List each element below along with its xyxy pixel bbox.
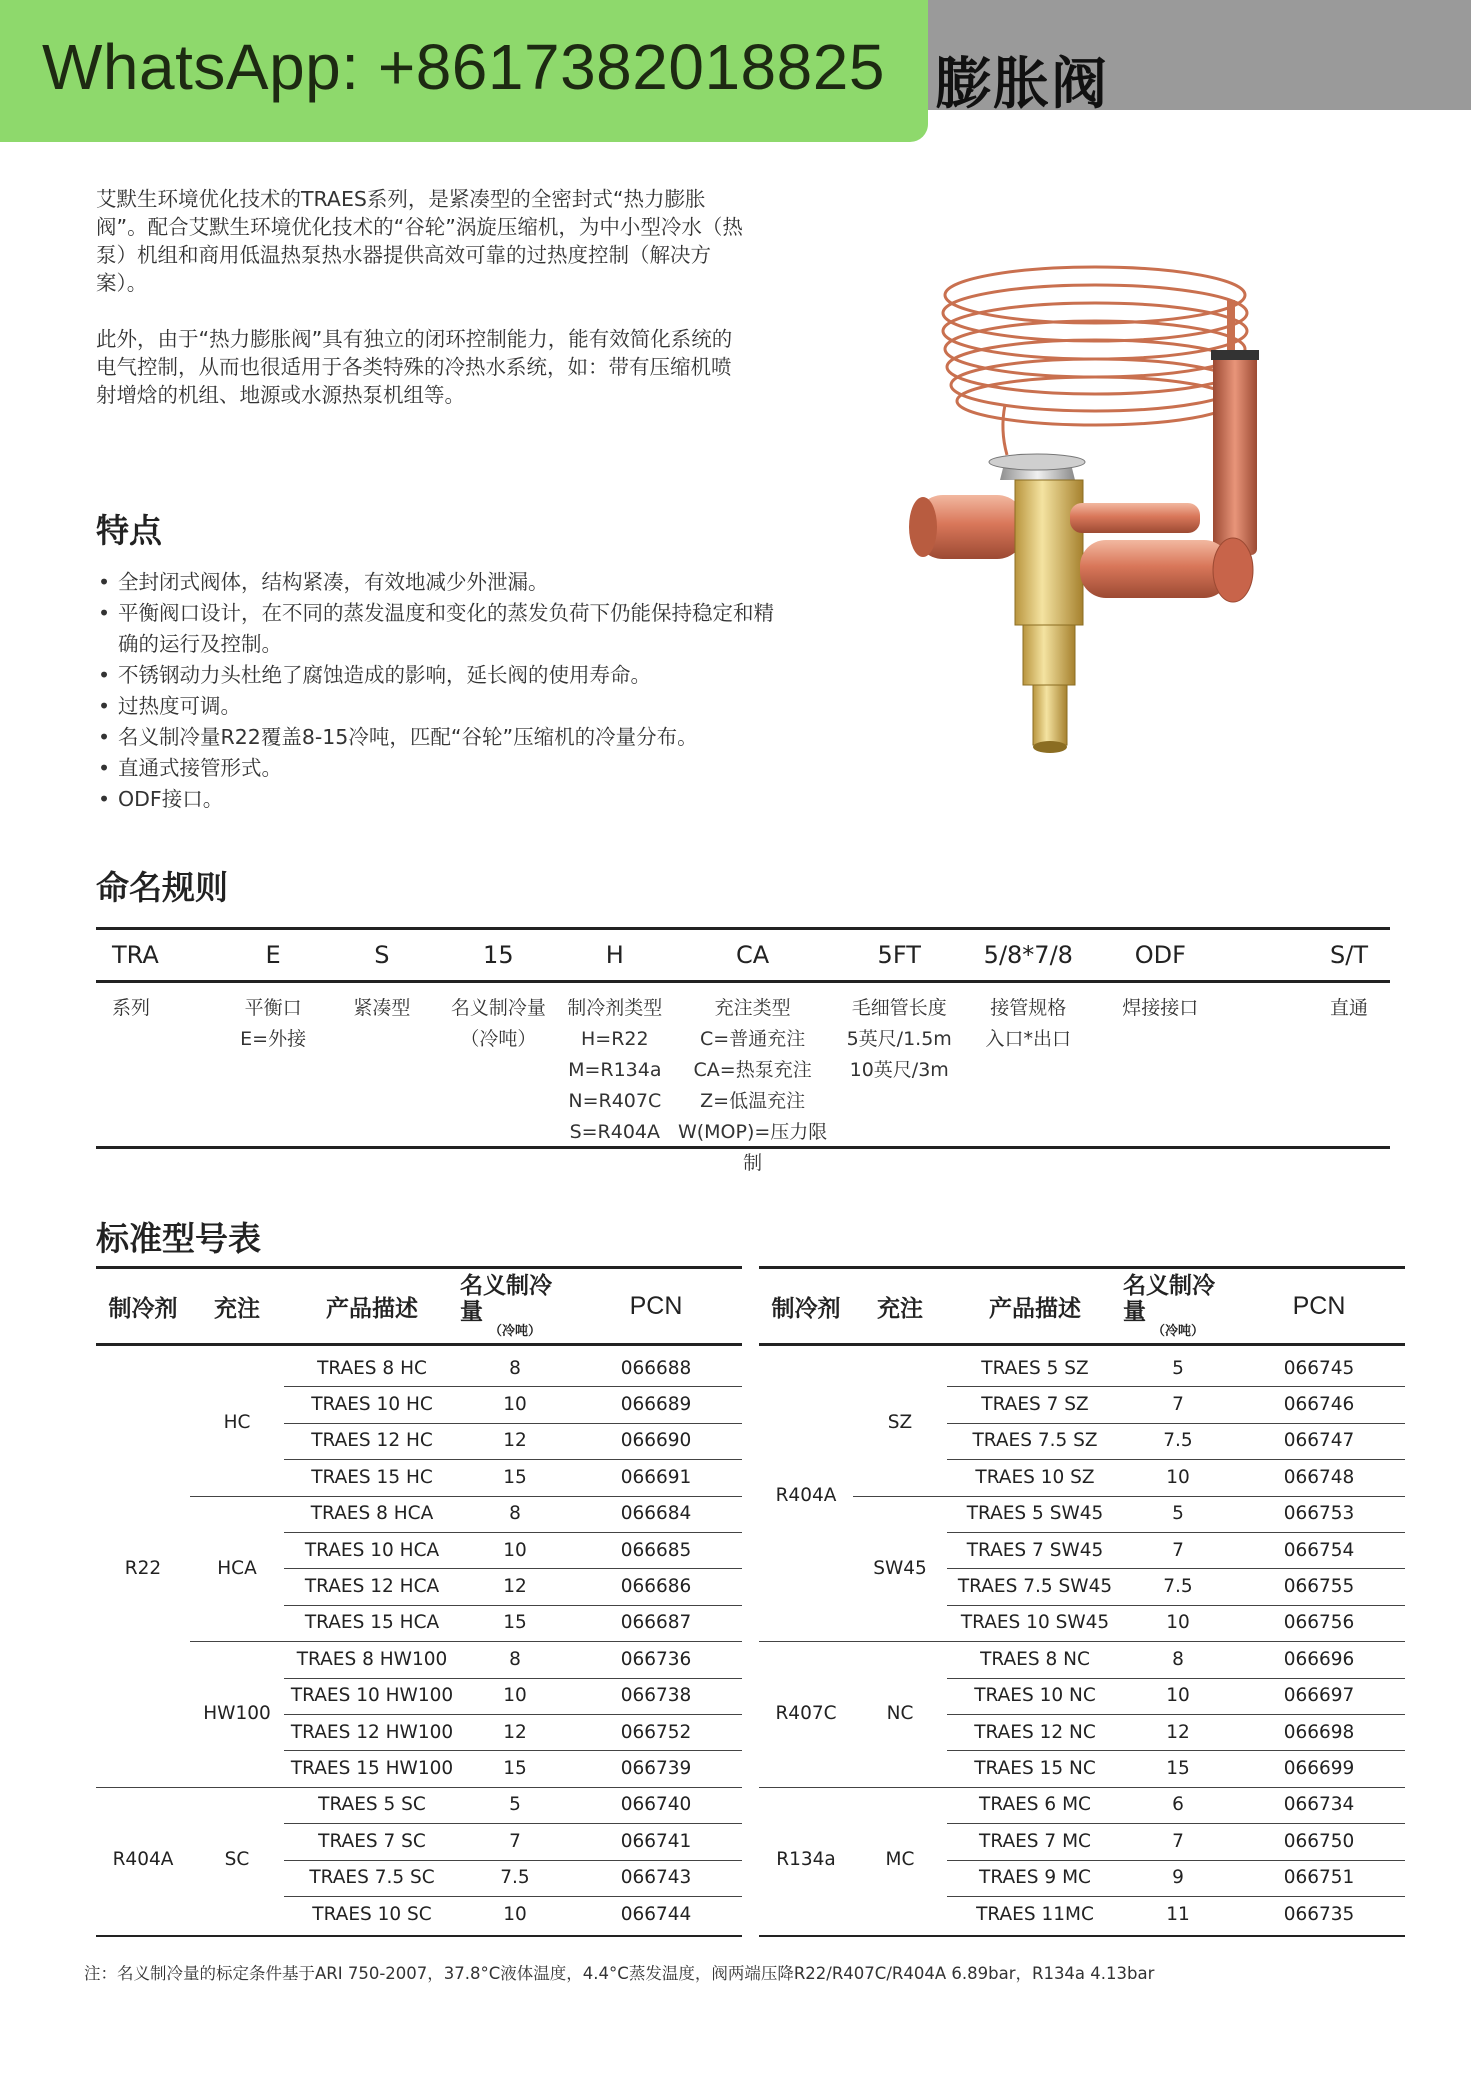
naming-desc [962,993,1094,1146]
capacity-value: 7.5 [1163,1430,1193,1452]
naming-code: S [374,941,390,969]
charge-label: SC [224,1849,250,1871]
capacity-value: 12 [503,1721,527,1743]
naming-code: TRA [112,941,159,969]
refrigerant-label: R404A [775,1485,837,1507]
feature-item: • 过热度可调。 [96,691,776,722]
naming-code: CA [736,941,770,969]
naming-desc-line: 紧凑型 [353,997,411,1019]
header-charge: 充注 [877,1295,923,1322]
product-name: TRAES 7 SZ [981,1394,1089,1416]
pcn-value: 066748 [1283,1466,1355,1488]
pcn-value: 066739 [620,1758,692,1780]
capacity-value: 5 [509,1794,521,1816]
naming-code: H [605,941,624,969]
naming-code: S/T [1330,941,1369,969]
capacity-value: 12 [1166,1721,1190,1743]
header-refrigerant: 制冷剂 [108,1295,178,1322]
product-name: TRAES 8 HW100 [296,1648,448,1670]
refrigerant-label: R407C [775,1703,837,1725]
header-product: 产品描述 [326,1295,418,1322]
naming-desc-line: 制冷剂类型 [567,997,663,1019]
naming-desc-line: S=R404A [569,1121,661,1143]
naming-desc [836,993,962,1146]
pcn-value: 066684 [620,1503,692,1525]
pcn-value: 066738 [620,1685,692,1707]
naming-desc-line: （冷吨） [460,1028,537,1050]
pcn-value: 066696 [1283,1648,1355,1670]
capacity-value: 15 [503,1466,527,1488]
naming-desc [436,993,560,1146]
model-table-header [759,1269,1405,1343]
naming-desc-line: 平衡口 [244,997,302,1019]
pcn-value: 066687 [620,1612,692,1634]
capacity-value: 10 [1166,1612,1190,1634]
refrigerant-label: R22 [124,1557,162,1579]
pcn-value: 066735 [1283,1903,1355,1925]
capacity-value: 7.5 [500,1867,530,1889]
naming-desc-line: 名义制冷量 [450,997,546,1019]
product-name: TRAES 12 HC [311,1430,433,1452]
pcn-value: 066743 [620,1867,692,1889]
features-heading: 特点 [96,511,162,550]
pcn-value: 066691 [620,1466,692,1488]
product-name: TRAES 10 HCA [304,1539,440,1561]
pcn-value: 066755 [1283,1576,1355,1598]
capacity-value: 10 [1166,1466,1190,1488]
product-name: TRAES 11MC [976,1903,1094,1925]
naming-desc-line: 10英尺/3m [849,1059,949,1081]
capacity-value: 15 [1166,1758,1190,1780]
capacity-value: 8 [1172,1648,1184,1670]
intro-paragraph-1: 艾默生环境优化技术的TRAES系列，是紧凑型的全密封式“热力膨胀阀”。配合艾默生环境优化技术的“谷轮”涡旋压缩机，为中小型冷水（热泵）机组和商用低温热泵热水器提供高效可靠的过热度控制（解决方案）。 [96,187,743,295]
product-name: TRAES 7.5 SW45 [957,1576,1113,1598]
naming-desc-line: M=R134a [568,1059,662,1081]
capacity-value: 10 [503,1685,527,1707]
naming-desc-line: Z=低温充注 [700,1090,806,1112]
features-list [96,567,776,815]
product-name: TRAES 8 HC [317,1357,427,1379]
capacity-value: 12 [503,1430,527,1452]
header-capacity [1123,1269,1233,1343]
refrigerant-label: R404A [112,1849,174,1871]
naming-desc-line: W(MOP)=压力限制 [677,1121,828,1174]
naming-desc-line: 直通 [1330,997,1369,1019]
naming-desc [1094,993,1226,1146]
pcn-value: 066751 [1283,1867,1355,1889]
capacity-value: 8 [509,1357,521,1379]
product-name: TRAES 10 SW45 [960,1612,1110,1634]
naming-desc [327,993,436,1146]
product-name: TRAES 6 MC [979,1794,1091,1816]
naming-desc-line: 焊接接口 [1122,997,1199,1019]
product-name: TRAES 9 MC [979,1867,1091,1889]
model-table-body [96,1346,742,1935]
naming-code: 5/8*7/8 [983,941,1073,969]
product-name: TRAES 8 HCA [310,1503,434,1525]
pcn-value: 066744 [620,1903,692,1925]
product-name: TRAES 5 SZ [981,1357,1089,1379]
header-pcn: PCN [629,1291,683,1320]
page-title: 膨胀阀 [935,52,1109,117]
header-refrigerant: 制冷剂 [771,1295,841,1322]
capacity-value: 10 [503,1539,527,1561]
charge-label: HCA [217,1557,257,1579]
capacity-value: 15 [503,1758,527,1780]
capacity-value: 15 [503,1612,527,1634]
charge-label: MC [885,1849,915,1871]
models-heading: 标准型号表 [96,1219,261,1258]
pcn-value: 066753 [1283,1503,1355,1525]
naming-desc-line: CA=热泵充注 [693,1059,812,1081]
naming-desc-line: 入口*出口 [985,1028,1072,1050]
product-name: TRAES 7.5 SZ [972,1430,1098,1452]
pcn-value: 066750 [1283,1830,1355,1852]
header-product: 产品描述 [989,1295,1081,1322]
naming-desc-line: H=R22 [581,1028,649,1050]
expansion-valve-image [905,255,1325,775]
footnote: 注：名义制冷量的标定条件基于ARI 750-2007，37.8°C液体温度，4.4°C蒸发温度，阀两端压降R22/R407C/R404A 6.89bar，R134a 4.13bar [84,1964,1155,1983]
product-name: TRAES 7 MC [979,1830,1091,1852]
product-name: TRAES 8 NC [980,1648,1090,1670]
pcn-value: 066688 [620,1357,692,1379]
feature-item: • ODF接口。 [96,784,776,815]
product-name: TRAES 15 HCA [304,1612,440,1634]
model-table-body [759,1346,1405,1935]
naming-desc-row [96,983,1390,1174]
capacity-value: 10 [503,1903,527,1925]
naming-desc-line: 5英尺/1.5m [846,1028,952,1050]
charge-label: SW45 [873,1557,927,1579]
naming-code: E [265,941,281,969]
naming-desc-line: C=普通充注 [700,1028,806,1050]
naming-desc [560,993,669,1146]
product-name: TRAES 12 HW100 [290,1721,454,1743]
whatsapp-watermark-banner [0,0,928,142]
product-name: TRAES 7 SW45 [966,1539,1104,1561]
intro-paragraph-2: 此外，由于“热力膨胀阀”具有独立的闭环控制能力，能有效简化系统的电气控制，从而也很适用于各类特殊的冷热水系统，如：带有压缩机喷射增焓的机组、地源或水源热泵机组等。 [96,327,733,407]
product-name: TRAES 5 SW45 [966,1503,1104,1525]
charge-label: HW100 [203,1703,271,1725]
header-capacity-unit: （冷吨） [488,1324,541,1339]
pcn-value: 066740 [620,1794,692,1816]
pcn-value: 066734 [1283,1794,1355,1816]
whatsapp-watermark-text: WhatsApp: +8617382018825 [42,31,885,103]
pcn-value: 066699 [1283,1758,1355,1780]
pcn-value: 066690 [620,1430,692,1452]
naming-desc [1226,993,1390,1146]
pcn-value: 066741 [620,1830,692,1852]
capacity-value: 12 [503,1576,527,1598]
product-name: TRAES 15 HC [311,1466,433,1488]
capacity-value: 10 [503,1394,527,1416]
capacity-value: 7 [1172,1394,1184,1416]
capacity-value: 5 [1172,1503,1184,1525]
product-name: TRAES 12 NC [974,1721,1096,1743]
naming-desc-line: 接管规格 [990,997,1067,1019]
pcn-value: 066752 [620,1721,692,1743]
feature-item: • 直通式接管形式。 [96,753,776,784]
pcn-value: 066736 [620,1648,692,1670]
naming-desc [96,993,219,1146]
header-capacity-unit: （冷吨） [1151,1324,1204,1339]
naming-desc [669,993,836,1174]
header-capacity-label: 名义制冷量 [460,1273,552,1325]
naming-desc-line: 毛细管长度 [851,997,947,1019]
capacity-value: 9 [1172,1867,1184,1889]
header-pcn: PCN [1292,1291,1346,1320]
capacity-value: 5 [1172,1357,1184,1379]
naming-desc-line: N=R407C [568,1090,662,1112]
capacity-value: 8 [509,1648,521,1670]
naming-desc-line: 充注类型 [714,997,791,1019]
naming-code: 15 [483,941,514,969]
product-name: TRAES 7.5 SC [309,1867,435,1889]
naming-desc-line: E=外接 [240,1028,307,1050]
model-table-header [96,1269,742,1343]
product-name: TRAES 10 NC [974,1685,1096,1707]
charge-label: SZ [887,1412,913,1434]
pcn-value: 066686 [620,1576,692,1598]
naming-code: ODF [1134,941,1186,969]
naming-desc-line: 系列 [112,997,151,1019]
refrigerant-label: R134a [776,1849,836,1871]
header-capacity-label: 名义制冷量 [1123,1273,1215,1325]
capacity-value: 7 [509,1830,521,1852]
product-name: TRAES 15 NC [974,1758,1096,1780]
product-name: TRAES 10 SC [312,1903,432,1925]
feature-item: • 不锈钢动力头杜绝了腐蚀造成的影响，延长阀的使用寿命。 [96,660,776,691]
pcn-value: 066756 [1283,1612,1355,1634]
naming-code-row [96,930,1390,980]
naming-code: 5FT [877,941,921,969]
naming-rule-table [96,927,1390,1174]
capacity-value: 6 [1172,1794,1184,1816]
capacity-value: 7.5 [1163,1576,1193,1598]
pcn-value: 066698 [1283,1721,1355,1743]
product-name: TRAES 10 SZ [975,1466,1095,1488]
capacity-value: 10 [1166,1685,1190,1707]
pcn-value: 066689 [620,1394,692,1416]
pcn-value: 066745 [1283,1357,1355,1379]
charge-label: HC [223,1412,251,1434]
pcn-value: 066754 [1283,1539,1355,1561]
header-capacity [460,1269,570,1343]
model-table-left [96,1266,742,1937]
product-name: TRAES 7 SC [318,1830,426,1852]
product-name: TRAES 15 HW100 [290,1758,454,1780]
capacity-value: 7 [1172,1830,1184,1852]
naming-desc [219,993,328,1146]
naming-heading: 命名规则 [96,868,228,907]
feature-item: • 平衡阀口设计，在不同的蒸发温度和变化的蒸发负荷下仍能保持稳定和精确的运行及控制。 [96,598,776,660]
capacity-value: 11 [1166,1903,1190,1925]
pcn-value: 066746 [1283,1394,1355,1416]
feature-item: • 名义制冷量R22覆盖8-15冷吨，匹配“谷轮”压缩机的冷量分布。 [96,722,776,753]
pcn-value: 066697 [1283,1685,1355,1707]
capacity-value: 8 [509,1503,521,1525]
charge-label: NC [886,1703,914,1725]
header-charge: 充注 [214,1295,260,1322]
product-name: TRAES 12 HCA [304,1576,440,1598]
product-name: TRAES 10 HW100 [290,1685,454,1707]
capacity-value: 7 [1172,1539,1184,1561]
model-table-right [759,1266,1405,1937]
feature-item: • 全封闭式阀体，结构紧凑，有效地减少外泄漏。 [96,567,776,598]
product-name: TRAES 5 SC [318,1794,426,1816]
pcn-value: 066747 [1283,1430,1355,1452]
pcn-value: 066685 [620,1539,692,1561]
product-name: TRAES 10 HC [311,1394,433,1416]
